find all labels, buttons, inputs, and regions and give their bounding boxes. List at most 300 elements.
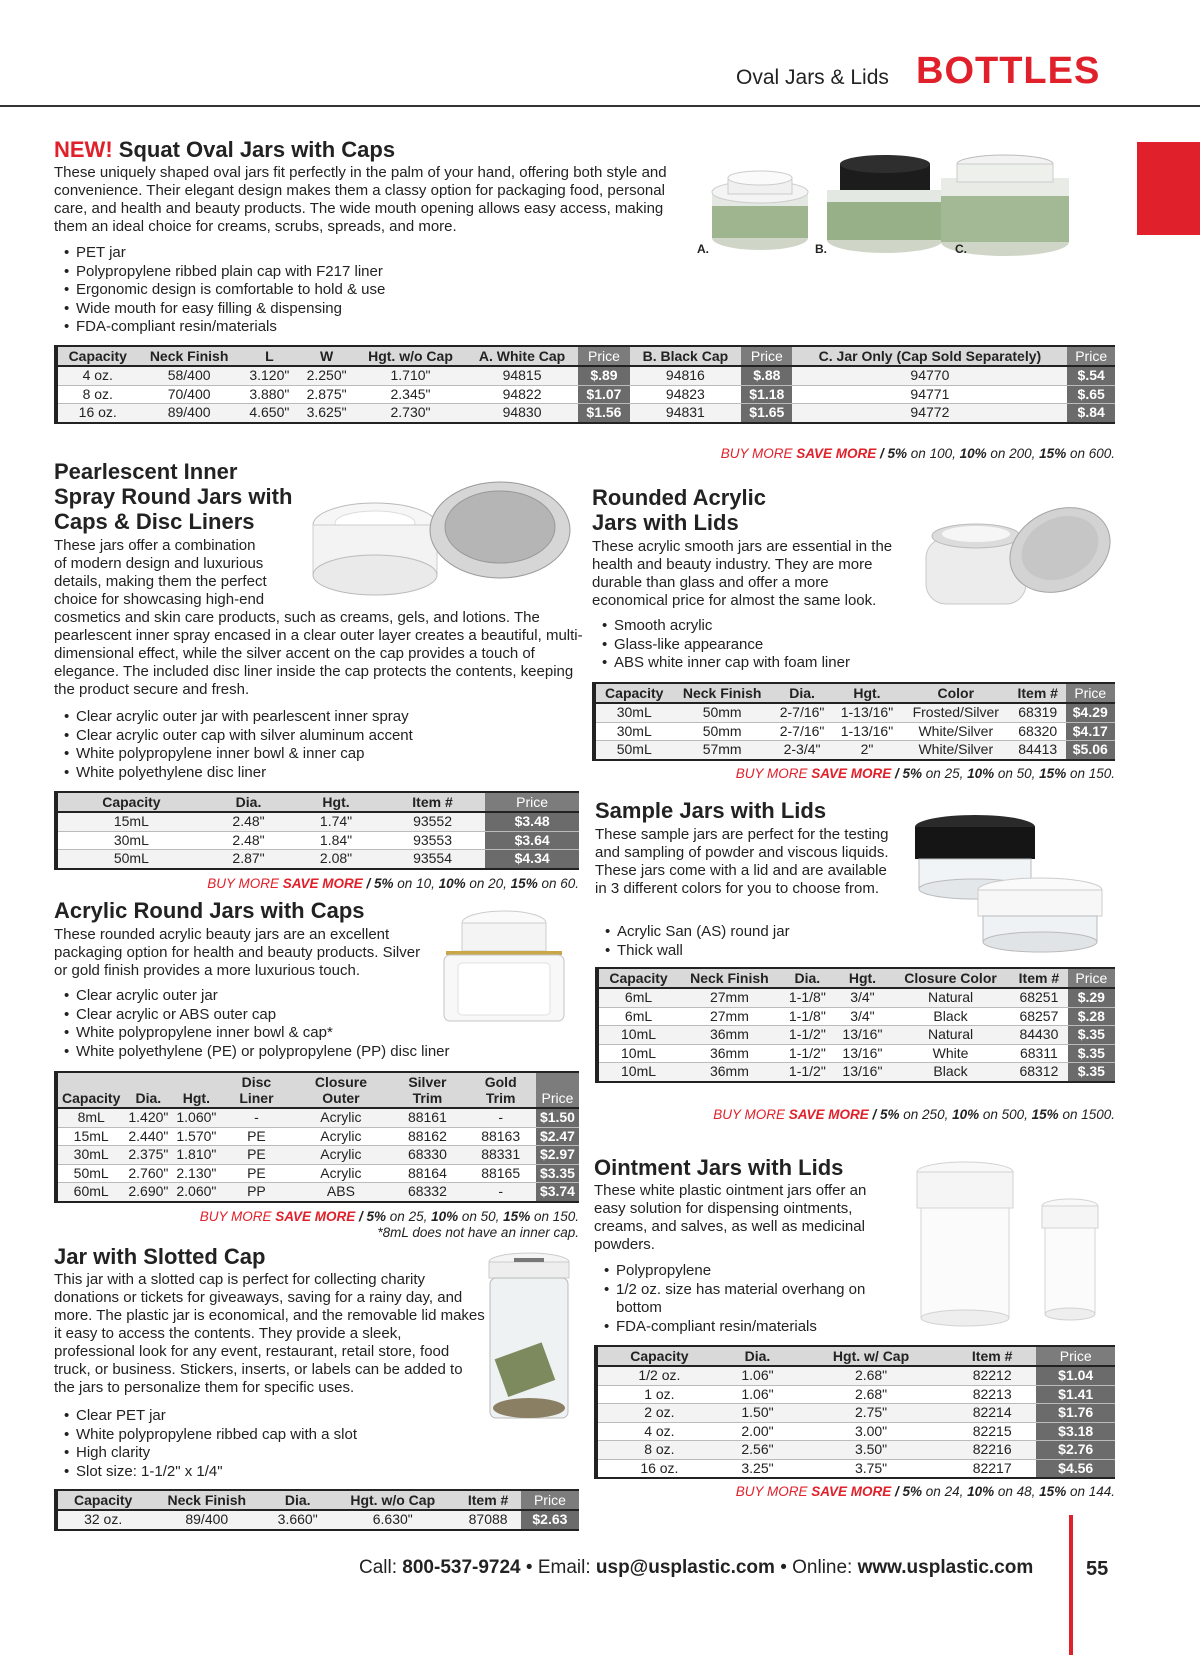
table-cell: 30mL <box>594 703 672 722</box>
slotted-bullets <box>56 1407 486 1481</box>
price-cell: $3.64 <box>485 831 579 850</box>
bullet-item: • Ergonomic design is comfortable to hold & use <box>56 281 676 300</box>
table-cell: 2-7/16" <box>772 703 832 722</box>
discount-qty: on 250, <box>899 1107 953 1122</box>
table-row <box>596 1441 1115 1460</box>
table-cell: 30mL <box>594 722 672 741</box>
section-subtitle: Oval Jars & Lids <box>736 66 889 89</box>
table-cell: 50mL <box>56 850 205 869</box>
table-cell: 16 oz. <box>596 1459 721 1478</box>
bullet-item: • Smooth acrylic <box>594 617 924 636</box>
table-cell: 93554 <box>380 850 485 869</box>
rounded-bullets <box>594 617 924 673</box>
table-row <box>596 1366 1115 1385</box>
table-cell: 93553 <box>380 831 485 850</box>
table-cell: 88331 <box>465 1146 535 1165</box>
discount-pct: 15% <box>503 1209 531 1224</box>
table-cell: 2.68" <box>794 1366 948 1385</box>
table-cell: 2.250" <box>298 366 355 385</box>
pearl-buy-more <box>54 876 579 891</box>
table-cell: 94830 <box>466 404 578 423</box>
discount-tiers <box>363 876 579 891</box>
bullet-item: • White polypropylene ribbed cap with a slot <box>56 1426 486 1445</box>
column-header: Capacity <box>56 346 138 366</box>
footer-contact <box>359 1557 1033 1579</box>
table-cell: 1-1/2" <box>781 1063 834 1082</box>
rounded-title-line: Jars with Lids <box>592 510 739 535</box>
bullet-item: • White polypropylene inner bowl & inner cap <box>56 745 596 764</box>
discount-qty: on 60. <box>537 876 579 891</box>
ointment-description: These white plastic ointment jars offer an easy solution for dispensing ointments, creams, and salves, as well as medicinal powders. <box>594 1182 867 1253</box>
table-cell: 88163 <box>465 1127 535 1146</box>
column-header: Item # <box>380 792 485 812</box>
table-cell: 8mL <box>56 1108 124 1127</box>
table-cell: 68319 <box>1010 703 1066 722</box>
rounded-description: These acrylic smooth jars are essential in the health and beauty industry. They are more durable than glass and offer a more economical price for almost the same look. <box>592 538 893 609</box>
price-cell: $1.56 <box>578 404 629 423</box>
table-cell: - <box>465 1108 535 1127</box>
buy-more-label: BUY MORE <box>720 446 797 461</box>
table-cell: 82213 <box>948 1385 1036 1404</box>
price-cell: $2.63 <box>521 1510 579 1530</box>
table-row <box>56 850 579 869</box>
bullet-item: • PET jar <box>56 244 676 263</box>
discount-qty: on 144. <box>1066 1484 1115 1499</box>
discount-qty: on 600. <box>1066 446 1115 461</box>
table-cell: 1.50" <box>721 1404 794 1423</box>
pearl-bullets <box>56 708 596 782</box>
table-row <box>597 988 1115 1007</box>
table-cell: ABS <box>292 1183 389 1202</box>
discount-pct: 5% <box>366 1209 387 1224</box>
discount-tiers <box>891 766 1115 781</box>
column-header: Capacity <box>597 968 678 988</box>
ointment-bullets <box>596 1262 896 1336</box>
save-more-label: SAVE MORE <box>282 876 363 891</box>
table-cell: 3.75" <box>794 1459 948 1478</box>
bullet-item: • White polyethylene disc liner <box>56 764 596 783</box>
pearl-title-line: Caps & Disc Liners <box>54 509 255 534</box>
table-cell: 3/4" <box>834 1007 891 1026</box>
table-cell: 82215 <box>948 1422 1036 1441</box>
table-row <box>56 404 1115 423</box>
jar-a-image <box>712 171 808 250</box>
discount-pct: 5% <box>887 446 908 461</box>
acrylic-description: These rounded acrylic beauty jars are an excellent packaging option for health and beauty products. Silver or gold finish provides a more luxurious touch. <box>54 926 421 979</box>
table-cell: Natural <box>891 1026 1010 1045</box>
bullet-item: • Clear acrylic or ABS outer cap <box>56 1006 576 1025</box>
table-cell: PP <box>220 1183 292 1202</box>
table-row <box>56 831 579 850</box>
table-cell: Acrylic <box>292 1127 389 1146</box>
bullet-item: • Clear acrylic outer jar with pearlescent inner spray <box>56 708 596 727</box>
ointment-buy-more <box>594 1484 1115 1499</box>
table-cell: 68257 <box>1010 1007 1067 1026</box>
price-cell: $1.50 <box>536 1108 579 1127</box>
discount-pct: 10% <box>952 1107 980 1122</box>
price-cell: $4.17 <box>1066 722 1115 741</box>
discount-sep: / <box>891 766 903 781</box>
new-tag: NEW! <box>54 137 113 162</box>
discount-qty: on 50, <box>458 1209 504 1224</box>
rounded-table <box>592 682 1115 761</box>
table-row <box>596 1459 1115 1478</box>
table-cell: 82212 <box>948 1366 1036 1385</box>
table-cell: 8 oz. <box>596 1441 721 1460</box>
column-header: Dia. <box>205 792 293 812</box>
table-cell: 84413 <box>1010 741 1066 760</box>
table-cell: 57mm <box>672 741 771 760</box>
rounded-title <box>592 485 852 535</box>
bullet-item: • 1/2 oz. size has material overhang on bottom <box>596 1281 896 1318</box>
table-cell: 30mL <box>56 831 205 850</box>
table-cell: White/Silver <box>902 741 1010 760</box>
discount-qty: on 10, <box>393 876 439 891</box>
price-cell: $4.56 <box>1036 1459 1115 1478</box>
column-header: Price <box>485 792 579 812</box>
column-header: Hgt. w/ Cap <box>794 1346 948 1366</box>
column-header: Price <box>521 1490 579 1510</box>
table-cell: 2.87" <box>205 850 293 869</box>
discount-sep: / <box>876 446 888 461</box>
ointment-title: Ointment Jars with Lids <box>594 1155 844 1180</box>
price-cell: $1.65 <box>741 404 792 423</box>
column-header: Hgt. <box>832 683 901 703</box>
website-link[interactable]: www.usplastic.com <box>857 1557 1034 1578</box>
price-cell: $2.97 <box>536 1146 579 1165</box>
squat-title-text: Squat Oval Jars with Caps <box>118 137 396 162</box>
column-header: Dia. <box>781 968 834 988</box>
price-cell: $.29 <box>1068 988 1115 1007</box>
ointment-jar-image <box>905 1158 1115 1328</box>
table-cell: 6mL <box>597 988 678 1007</box>
table-row <box>56 366 1115 385</box>
price-cell: $.28 <box>1068 1007 1115 1026</box>
table-cell: 87088 <box>455 1510 520 1530</box>
column-header: Neck Finish <box>148 1490 265 1510</box>
table-cell: 1-1/2" <box>781 1026 834 1045</box>
column-header: Capacity <box>56 1072 124 1108</box>
table-cell: 94831 <box>630 404 742 423</box>
table-cell: 2.00" <box>721 1422 794 1441</box>
squat-table <box>54 345 1115 424</box>
phone-number[interactable]: 800-537-9724 <box>402 1557 521 1578</box>
table-cell: 1 oz. <box>596 1385 721 1404</box>
table-row <box>56 1510 579 1530</box>
table-row <box>594 703 1115 722</box>
header-divider <box>0 105 1200 107</box>
table-cell: 88161 <box>389 1108 465 1127</box>
table-cell: 68311 <box>1010 1044 1067 1063</box>
pearl-desc-line: of modern design and luxurious <box>54 555 264 572</box>
pearl-desc-line: choice for showcasing high-end <box>54 591 265 608</box>
column-header: Price <box>578 346 629 366</box>
buy-more-label: BUY MORE <box>713 1107 789 1122</box>
price-cell: $2.76 <box>1036 1441 1115 1460</box>
discount-sep: / <box>891 1484 903 1499</box>
price-cell: $5.06 <box>1066 741 1115 760</box>
buy-more-label: BUY MORE <box>207 876 283 891</box>
jar-b-image <box>827 155 943 253</box>
discount-tiers <box>355 1209 579 1224</box>
table-row <box>56 1146 579 1165</box>
table-row <box>594 722 1115 741</box>
pearl-title <box>54 459 314 534</box>
table-cell: Acrylic <box>292 1164 389 1183</box>
section-tab <box>1137 142 1200 235</box>
column-header: Hgt. <box>834 968 891 988</box>
column-header: W <box>298 346 355 366</box>
column-header: Hgt. w/o Cap <box>330 1490 455 1510</box>
table-row <box>597 1063 1115 1082</box>
table-row <box>56 812 579 831</box>
bullet-item: • Glass-like appearance <box>594 636 924 655</box>
price-cell: $1.18 <box>741 385 792 404</box>
column-header: Hgt. <box>172 1072 220 1108</box>
bullet-item: • High clarity <box>56 1444 486 1463</box>
acrylic-buy-more <box>54 1209 579 1224</box>
acrylic-note: *8mL does not have an inner cap. <box>377 1225 579 1240</box>
table-cell: 2-3/4" <box>772 741 832 760</box>
discount-pct: 5% <box>374 876 394 891</box>
table-cell: 2.760" <box>124 1164 172 1183</box>
discount-sep: / <box>868 1107 881 1122</box>
table-cell: 89/400 <box>138 404 241 423</box>
online-label: • Online: <box>774 1557 858 1578</box>
table-cell: 3.625" <box>298 404 355 423</box>
table-row <box>597 1007 1115 1026</box>
column-header: Color <box>902 683 1010 703</box>
sample-jar-image <box>905 805 1115 955</box>
table-cell: 2.68" <box>794 1385 948 1404</box>
table-row <box>596 1422 1115 1441</box>
table-cell: 4.650" <box>241 404 298 423</box>
table-cell: 94815 <box>466 366 578 385</box>
discount-pct: 10% <box>959 446 987 461</box>
table-cell: 2 oz. <box>596 1404 721 1423</box>
squat-jar-images <box>690 150 1070 260</box>
table-cell: 70/400 <box>138 385 241 404</box>
save-more-label: SAVE MORE <box>811 766 892 781</box>
column-header: Gold Trim <box>465 1072 535 1108</box>
table-row <box>596 1385 1115 1404</box>
table-cell: 2.345" <box>355 385 466 404</box>
column-header: Neck Finish <box>678 968 781 988</box>
table-cell: 88165 <box>465 1164 535 1183</box>
table-cell: 13/16" <box>834 1026 891 1045</box>
pearl-jar-image <box>300 465 590 605</box>
bullet-item: • Clear acrylic outer cap with silver aluminum accent <box>56 727 596 746</box>
column-header: Dia. <box>124 1072 172 1108</box>
price-cell: $3.74 <box>536 1183 579 1202</box>
discount-qty: on 25, <box>922 766 968 781</box>
acrylic-bullets <box>56 987 576 1061</box>
discount-qty: on 50, <box>994 766 1040 781</box>
table-cell: PE <box>220 1146 292 1165</box>
table-cell: 3.25" <box>721 1459 794 1478</box>
label-a: A. <box>697 242 709 256</box>
price-cell: $3.35 <box>536 1164 579 1183</box>
table-cell: White/Silver <box>902 722 1010 741</box>
table-cell: 88162 <box>389 1127 465 1146</box>
email-link[interactable]: usp@usplastic.com <box>595 1557 775 1578</box>
column-header: Dia. <box>721 1346 794 1366</box>
price-cell: $4.34 <box>485 850 579 869</box>
sample-table <box>595 967 1115 1083</box>
table-cell: 36mm <box>678 1026 781 1045</box>
discount-qty: on 500, <box>979 1107 1032 1122</box>
save-more-label: SAVE MORE <box>811 1484 892 1499</box>
column-header: A. White Cap <box>466 346 578 366</box>
column-header: Capacity <box>594 683 672 703</box>
table-cell: 1-13/16" <box>832 703 901 722</box>
table-cell: 2.875" <box>298 385 355 404</box>
discount-pct: 10% <box>967 766 995 781</box>
table-cell: 1.06" <box>721 1385 794 1404</box>
sample-buy-more <box>595 1107 1115 1122</box>
discount-pct: 10% <box>438 876 466 891</box>
price-cell: $.65 <box>1067 385 1115 404</box>
discount-qty: on 150. <box>1066 766 1115 781</box>
table-cell: 15mL <box>56 812 205 831</box>
bullet-item: • Clear PET jar <box>56 1407 486 1426</box>
bullet-item: • Thick wall <box>597 942 897 961</box>
table-cell: 15mL <box>56 1127 124 1146</box>
table-row <box>56 1108 579 1127</box>
column-header: Price <box>1036 1346 1115 1366</box>
table-cell: 68251 <box>1010 988 1067 1007</box>
table-cell: 93552 <box>380 812 485 831</box>
discount-sep: / <box>362 876 375 891</box>
ointment-table <box>594 1345 1115 1479</box>
pearl-desc-rest: cosmetics and skin care products, such as creams, gels, and lotions. The pearlescent inner spray encased in a clear outer layer creates a beautiful, multi-dimensional effect, while the silver accent on the cap provides a touch of elegance. The included disc liner inside the cap protects the contents, keeping the product secure and fresh. <box>54 609 583 698</box>
column-header: Price <box>1066 683 1115 703</box>
bullet-item: • FDA-compliant resin/materials <box>596 1318 896 1337</box>
discount-pct: 15% <box>1039 766 1067 781</box>
table-cell: 1.420" <box>124 1108 172 1127</box>
table-cell: 68330 <box>389 1146 465 1165</box>
column-header: Price <box>1067 346 1115 366</box>
table-cell: 94770 <box>792 366 1067 385</box>
table-cell: Frosted/Silver <box>902 703 1010 722</box>
table-cell: Acrylic <box>292 1108 389 1127</box>
discount-qty: on 20, <box>465 876 511 891</box>
table-cell: 94771 <box>792 385 1067 404</box>
bullet-item: • Acrylic San (AS) round jar <box>597 923 897 942</box>
column-header: Dia. <box>265 1490 330 1510</box>
rounded-buy-more <box>592 766 1115 781</box>
sample-title: Sample Jars with Lids <box>595 798 827 823</box>
table-cell: 36mm <box>678 1044 781 1063</box>
table-cell: 50mm <box>672 722 771 741</box>
discount-qty: on 1500. <box>1058 1107 1115 1122</box>
column-header: Hgt. w/o Cap <box>355 346 466 366</box>
price-cell: $.54 <box>1067 366 1115 385</box>
price-cell: $1.41 <box>1036 1385 1115 1404</box>
column-header: Capacity <box>56 792 205 812</box>
pearl-desc-line: details, making them the perfect <box>54 573 267 590</box>
column-header: Closure Outer <box>292 1072 389 1108</box>
table-cell: 3.50" <box>794 1441 948 1460</box>
table-row <box>56 1183 579 1202</box>
table-cell: 2.130" <box>172 1164 220 1183</box>
table-cell: 1.84" <box>292 831 380 850</box>
discount-pct: 10% <box>967 1484 995 1499</box>
footer-divider <box>1069 1515 1073 1655</box>
table-cell: Natural <box>891 988 1010 1007</box>
table-cell: - <box>465 1183 535 1202</box>
table-cell: PE <box>220 1164 292 1183</box>
table-cell: 68332 <box>389 1183 465 1202</box>
price-cell: $3.18 <box>1036 1422 1115 1441</box>
discount-pct: 15% <box>1039 1484 1067 1499</box>
bullet-item: • ABS white inner cap with foam liner <box>594 654 924 673</box>
column-header: L <box>241 346 298 366</box>
price-cell: $1.04 <box>1036 1366 1115 1385</box>
table-cell: PE <box>220 1127 292 1146</box>
table-cell: 4 oz. <box>56 366 138 385</box>
buy-more-label: BUY MORE <box>735 766 812 781</box>
slotted-title: Jar with Slotted Cap <box>54 1244 266 1269</box>
table-cell: 94823 <box>630 385 742 404</box>
table-cell: 1.060" <box>172 1108 220 1127</box>
discount-pct: 5% <box>902 766 923 781</box>
table-cell: 94772 <box>792 404 1067 423</box>
table-cell: 94822 <box>466 385 578 404</box>
bullet-item: • White polyethylene (PE) or polypropylene (PP) disc liner <box>56 1043 576 1062</box>
bullet-item: • Wide mouth for easy filling & dispensing <box>56 300 676 319</box>
table-cell: 3.880" <box>241 385 298 404</box>
label-c: C. <box>955 242 967 256</box>
table-cell: 1.74" <box>292 812 380 831</box>
table-cell: 10mL <box>597 1044 678 1063</box>
discount-pct: 15% <box>1039 446 1067 461</box>
column-header: Neck Finish <box>138 346 241 366</box>
sample-bullets <box>597 923 897 960</box>
slotted-description: This jar with a slotted cap is perfect for collecting charity donations or tickets for giveaways, saving for a rainy day, and more. The plastic jar is economical, and the removable lid makes it easy to access the contents. They provide a sleek, professional look for any event, restaurant, retail store, food truck, or business. Stickers, inserts, or labels can be added to the jars to personalize them for specific uses. <box>54 1271 485 1396</box>
table-cell: 82214 <box>948 1404 1036 1423</box>
table-cell: 1.810" <box>172 1146 220 1165</box>
column-header: C. Jar Only (Cap Sold Separately) <box>792 346 1067 366</box>
column-header: Neck Finish <box>672 683 771 703</box>
table-cell: 84430 <box>1010 1026 1067 1045</box>
bullet-item: • Clear acrylic outer jar <box>56 987 576 1006</box>
column-header: Disc Liner <box>220 1072 292 1108</box>
pearl-desc-line: These jars offer a combination <box>54 537 256 554</box>
save-more-label: SAVE MORE <box>796 446 877 461</box>
bullet-item: • FDA-compliant resin/materials <box>56 318 676 337</box>
discount-tiers <box>891 1484 1115 1499</box>
table-cell: 1.710" <box>355 366 466 385</box>
table-row <box>597 1026 1115 1045</box>
table-cell: 32 oz. <box>56 1510 148 1530</box>
buy-more-label: BUY MORE <box>735 1484 812 1499</box>
table-cell: 36mm <box>678 1063 781 1082</box>
save-more-label: SAVE MORE <box>275 1209 356 1224</box>
table-cell: 8 oz. <box>56 385 138 404</box>
table-cell: - <box>220 1108 292 1127</box>
table-cell: 1-1/8" <box>781 1007 834 1026</box>
table-row <box>597 1044 1115 1063</box>
squat-description: These uniquely shaped oval jars fit perfectly in the palm of your hand, offering both style and convenience. Their elegant design makes them a classy option for packaging food, personal care, and health and beauty products. The wide mouth opening allows easy access, making them an ideal choice for creams, scrubs, spreads, and more. <box>54 164 667 235</box>
table-cell: Black <box>891 1007 1010 1026</box>
table-cell: 3/4" <box>834 988 891 1007</box>
column-header: Price <box>536 1072 579 1108</box>
column-header: Item # <box>1010 683 1066 703</box>
table-cell: 82217 <box>948 1459 1036 1478</box>
discount-qty: on 24, <box>922 1484 968 1499</box>
squat-bullets <box>56 244 676 337</box>
